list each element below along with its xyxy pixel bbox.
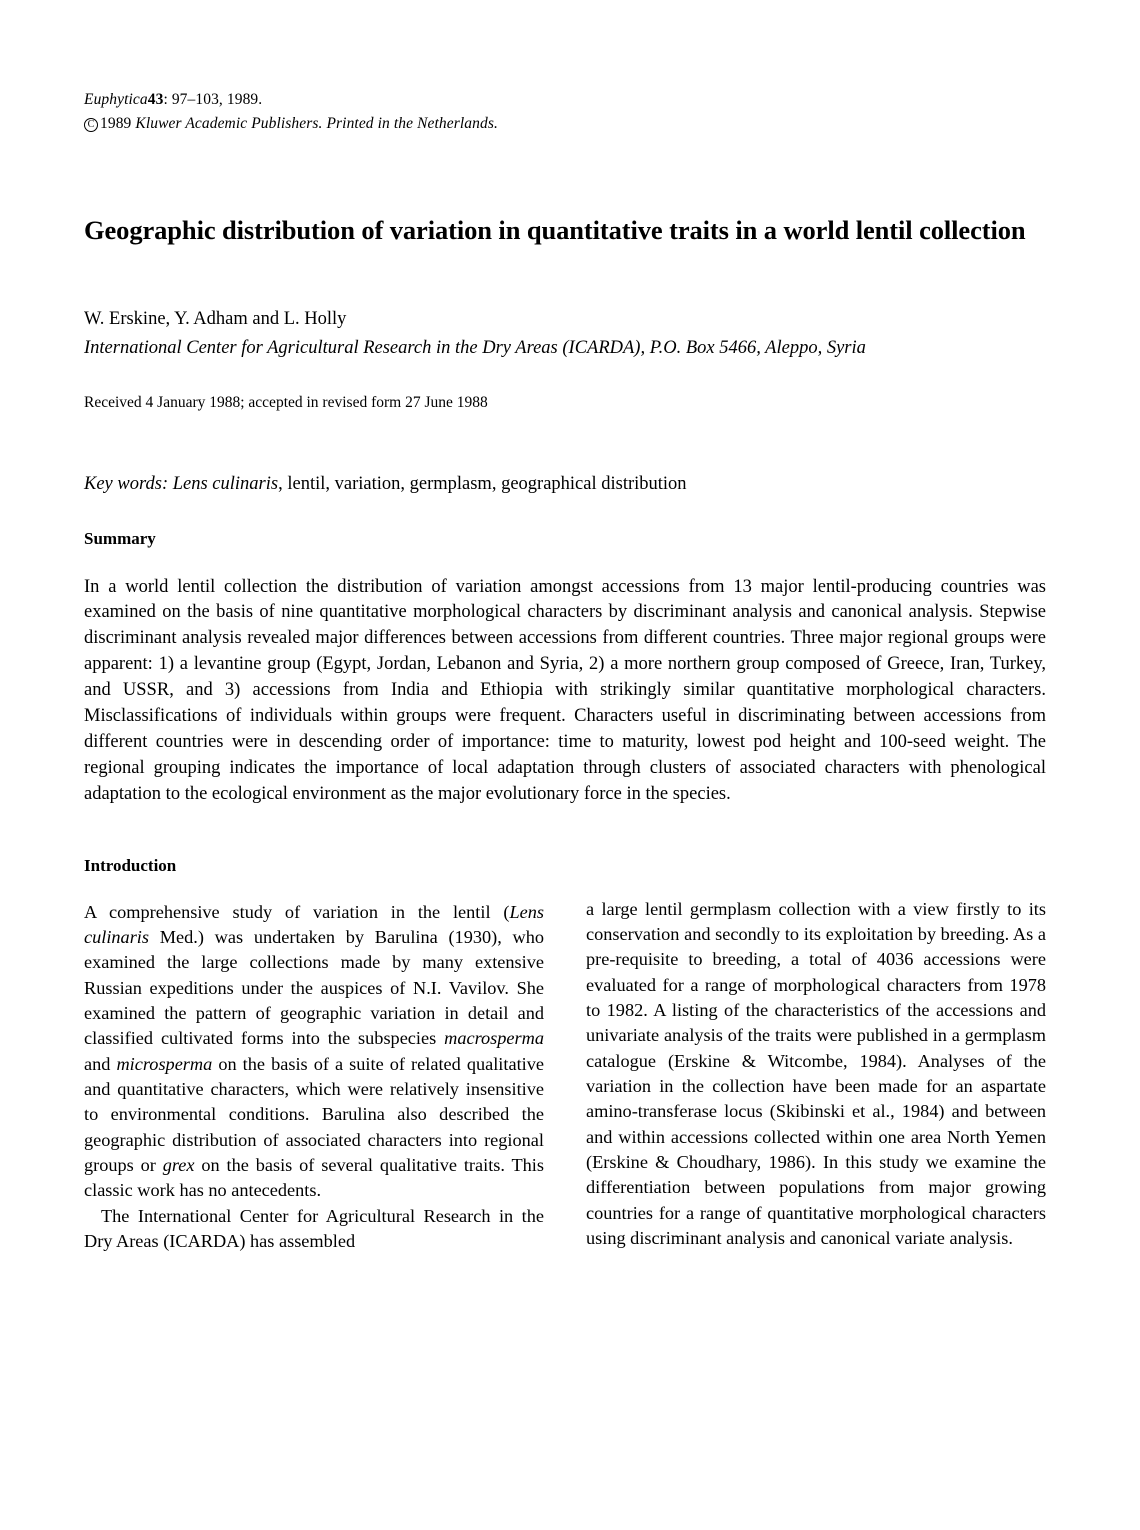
intro-1-part-c: and (84, 1053, 117, 1074)
journal-name: Euphytica (84, 91, 148, 108)
column-left (84, 856, 544, 1255)
copyright-line (84, 112, 1046, 136)
received-date: Received 4 January 1988; accepted in revised form 27 June 1988 (84, 393, 488, 411)
intro-1-part-a: A comprehensive study of variation in the lentil ( (84, 901, 510, 922)
intro-1-grex: grex (162, 1154, 195, 1175)
copyright-icon: C (84, 118, 98, 132)
affiliation: International Center for Agricultural Research in the Dry Areas (ICARDA), P.O. Box 5466, Aleppo, Syria (84, 337, 866, 358)
intro-1-part-e: on the basis of several qualitative traits. This classic work has no antecedents. (84, 1154, 545, 1201)
body-columns (84, 856, 1046, 1255)
keywords-species: Lens culinaris (172, 473, 279, 494)
keywords (84, 474, 1046, 495)
journal-pages: : 97–103, 1989. (163, 91, 263, 108)
column-right-spacer (586, 856, 1046, 897)
copyright-year: 1989 (100, 115, 132, 133)
keywords-label: Key words: (84, 473, 169, 494)
page-title: Geographic distribution of variation in quantitative traits in a world lentil collection (84, 215, 1026, 246)
paragraph-intro-2: The International Center for Agricultural Research in the Dry Areas (ICARDA) has assembled (84, 1205, 544, 1251)
introduction-heading: Introduction (84, 855, 177, 875)
copyright-publisher: Kluwer Academic Publishers. Printed in the Netherlands. (135, 115, 498, 133)
keywords-rest: , lentil, variation, germplasm, geographical distribution (278, 473, 687, 494)
paper-content (84, 88, 1046, 1254)
column-right (586, 856, 1046, 1255)
intro-1-part-d: on the basis of a suite of related qualitative and quantitative characters, which were relatively insensitive to environmental conditions. Barulina also described the geographic distribution of associated characters into regional groups or (84, 1053, 544, 1175)
summary-text: In a world lentil collection the distribution of variation amongst accessions from 13 major lentil-producing countries was examined on the basis of nine quantitative morphological characters by discriminant analysis and canonical analysis. Stepwise discriminant analysis revealed major differences between accessions from different countries. Three major regional groups were apparent: 1) a levantine group (Egypt, Jordan, Lebanon and Syria, 2) a more northern group composed of Greece, Iran, Turkey, and USSR, and 3) accessions from India and Ethiopia with strikingly similar quantitative morphological characters. Misclassifications of individuals within groups were frequent. Characters useful in discriminating between accessions from different countries were in descending order of importance: time to maturity, lowest pod height and 100-seed weight. The regional grouping indicates the importance of local adaptation through clusters of associated characters with phenological adaptation to the ecological environment as the major evolutionary force in the species. (84, 576, 1046, 804)
intro-1-subspecies-2: microsperma (116, 1053, 213, 1074)
journal-volume: 43 (147, 91, 164, 108)
journal-citation (84, 88, 1046, 112)
paragraph-intro-1 (84, 900, 544, 1204)
author-list: W. Erskine, Y. Adham and L. Holly (84, 308, 347, 329)
intro-1-species: Lens culinaris (84, 901, 544, 947)
paragraph-intro-3: a large lentil germplasm collection with a view firstly to its conservation and secondly to its exploitation by breeding. As a pre-requisite to breeding, a total of 4036 accessions were evaluated for a range of morphological characters from 1978 to 1982. A listing of the characteristics of the accessions and univariate analysis of the traits were published in a germplasm catalogue (Erskine & Witcombe, 1984). Analyses of the variation in the collection have been made for an aspartate amino-transferase locus (Skibinski et al., 1984) and between and within accessions collected within one area North Yemen (Erskine & Choudhary, 1986). In this study we examine the differentiation between populations from major growing countries for a range of quantitative morphological characters using discriminant analysis and canonical variate analysis. (586, 898, 1046, 1248)
intro-1-part-b: Med.) was undertaken by Barulina (1930), who examined the large collections made by many extensive Russian expeditions under the auspices of N.I. Vavilov. She examined the pattern of geographic variation in detail and classified cultivated forms into the subspecies (84, 926, 544, 1049)
intro-1-subspecies-1: macrosperma (444, 1028, 544, 1049)
summary-heading: Summary (84, 528, 156, 548)
